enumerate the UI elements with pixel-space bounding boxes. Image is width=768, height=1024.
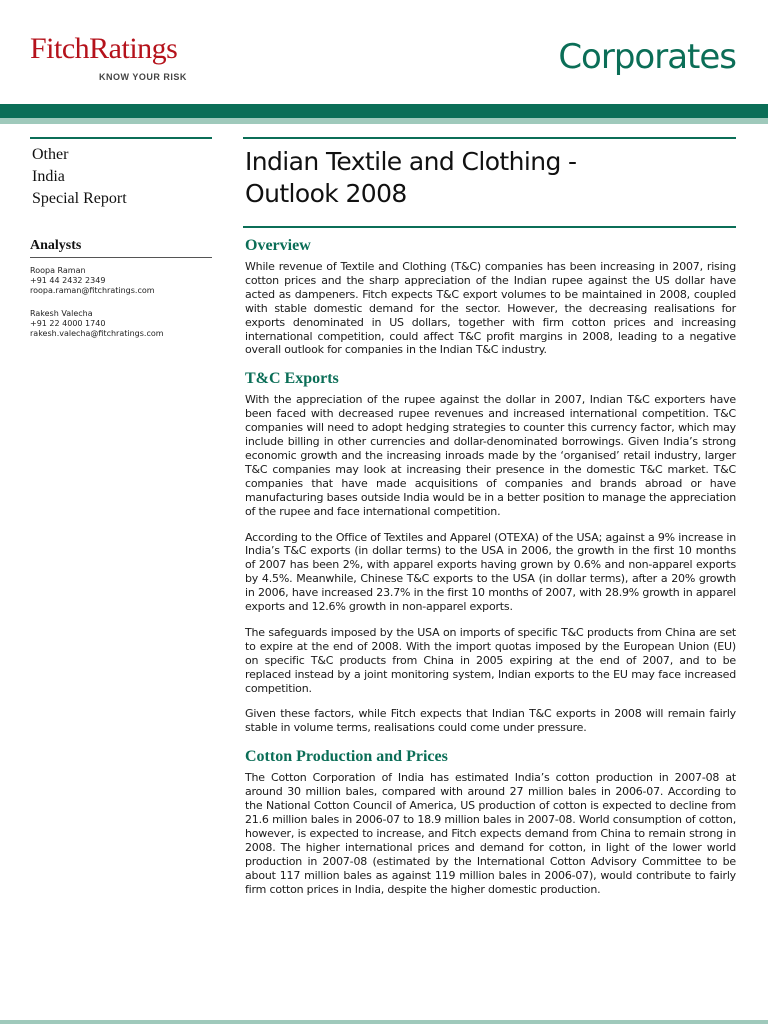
body-paragraph: Given these factors, while Fitch expects that Indian T&C exports in 2008 will remain fairly stable in volume terms, realisations could come under pressure. bbox=[245, 707, 736, 735]
section-heading-overview: Overview bbox=[245, 237, 311, 254]
logo-tagline: KNOW YOUR RISK bbox=[99, 72, 187, 82]
category-line: Other bbox=[32, 146, 69, 163]
report-section-name: Corporates bbox=[558, 37, 736, 77]
analyst-phone: +91 22 4000 1740 bbox=[30, 319, 106, 328]
document-title bbox=[245, 146, 725, 210]
title-top-rule bbox=[243, 137, 736, 139]
body-paragraph: With the appreciation of the rupee against the dollar in 2007, Indian T&C exporters have been faced with decreased rupee revenues and increased international competition. T&C companies will need to adopt hedging strategies to counter this currency factor, which may include billing in other currencies and dollar-denominated borrowings. Given India’s strong economic growth and the increasing inroads made by the ‘organised’ retail industry, larger T&C companies may look at increasing their presence in the domestic T&C market. T&C companies that have made acquisitions of companies and brands abroad or have manufacturing bases outside India would be in a better position to manage the appreciation of the rupee and face international competition. bbox=[245, 393, 737, 518]
section-heading-exports: T&C Exports bbox=[245, 370, 339, 388]
analyst-name: Roopa Raman bbox=[30, 266, 86, 275]
analysts-rule bbox=[30, 257, 212, 258]
report-category bbox=[32, 144, 127, 210]
body-paragraph: The safeguards imposed by the USA on imports of specific T&C products from China are set to expire at the end of 2008. With the import quotas imposed by the European Union (EU) on specific T&C products from China in 2005 expiring at the end of 2007, and to be replaced instead by a joint monitoring system, Indian exports to the EU may face increased competition. bbox=[245, 625, 736, 695]
category-line: India bbox=[32, 168, 65, 185]
title-bottom-rule bbox=[243, 226, 736, 228]
analyst-phone: +91 44 2432 2349 bbox=[30, 276, 106, 285]
category-line: Special Report bbox=[32, 190, 127, 207]
analysts-heading: Analysts bbox=[30, 238, 82, 253]
header-band bbox=[0, 104, 768, 118]
body-paragraph: While revenue of Textile and Clothing (T&C) companies has been increasing in 2007, rising cotton prices and the sharp appreciation of the Indian rupee against the US dollar have acted as dampeners. Fitch expects T&C export volumes to be maintained in 2008, coupled with stable domestic demand for the sector. However, the decreasing realisations for exports denominated in US dollars, together with firm cotton prices and increasing international competition, could affect T&C profit margins in 2008, leading to a negative overall outlook for companies in the Indian T&C industry. bbox=[245, 260, 736, 357]
sidebar-top-rule bbox=[30, 137, 212, 139]
body-paragraph: The Cotton Corporation of India has estimated India’s cotton production in 2007-08 at around 30 million bales, compared with around 27 million bales in 2006-07. According to the National Cotton Council of America, US production of cotton is expected to decline from 21.6 million bales in 2006-07 to 18.9 million bales in 2007-08. World consumption of cotton, however, is expected to increase, and Fitch expects demand from China to remain strong in 2008. The higher international prices and demand for cotton, in light of the lower world production in 2007-08 (estimated by the International Cotton Advisory Committee to be about 117 million bales as against 119 million bales in 2006-07), would contribute to fairly firm cotton prices in India, despite the higher domestic production. bbox=[245, 771, 736, 896]
analyst-email[interactable]: roopa.raman@fitchratings.com bbox=[30, 286, 155, 295]
section-heading-cotton: Cotton Production and Prices bbox=[245, 748, 448, 766]
analyst-name: Rakesh Valecha bbox=[30, 309, 93, 318]
header-band-light bbox=[0, 118, 768, 124]
title-line: Indian Textile and Clothing - bbox=[245, 147, 577, 176]
title-line: Outlook 2008 bbox=[245, 179, 407, 208]
footer-band bbox=[0, 1020, 768, 1024]
fitch-ratings-logo: FitchRatings bbox=[30, 32, 178, 65]
analyst-contact bbox=[30, 266, 155, 296]
body-paragraph: According to the Office of Textiles and Apparel (OTEXA) of the USA; against a 9% increase in India’s T&C exports (in dollar terms) to the USA in 2006, the growth in the first 10 months of 2007 has been 2%, with apparel exports having grown by 0.6% and non-apparel exports by 4.5%. Meanwhile, Chinese T&C exports to the USA (in dollar terms), after a 20% growth in 2006, have increased 23.7% in the first 10 months of 2007, with 28.9% growth in apparel exports and 12.6% growth in non-apparel exports. bbox=[245, 530, 736, 614]
analyst-contact bbox=[30, 309, 164, 339]
analyst-email[interactable]: rakesh.valecha@fitchratings.com bbox=[30, 329, 164, 338]
report-body bbox=[245, 236, 736, 908]
